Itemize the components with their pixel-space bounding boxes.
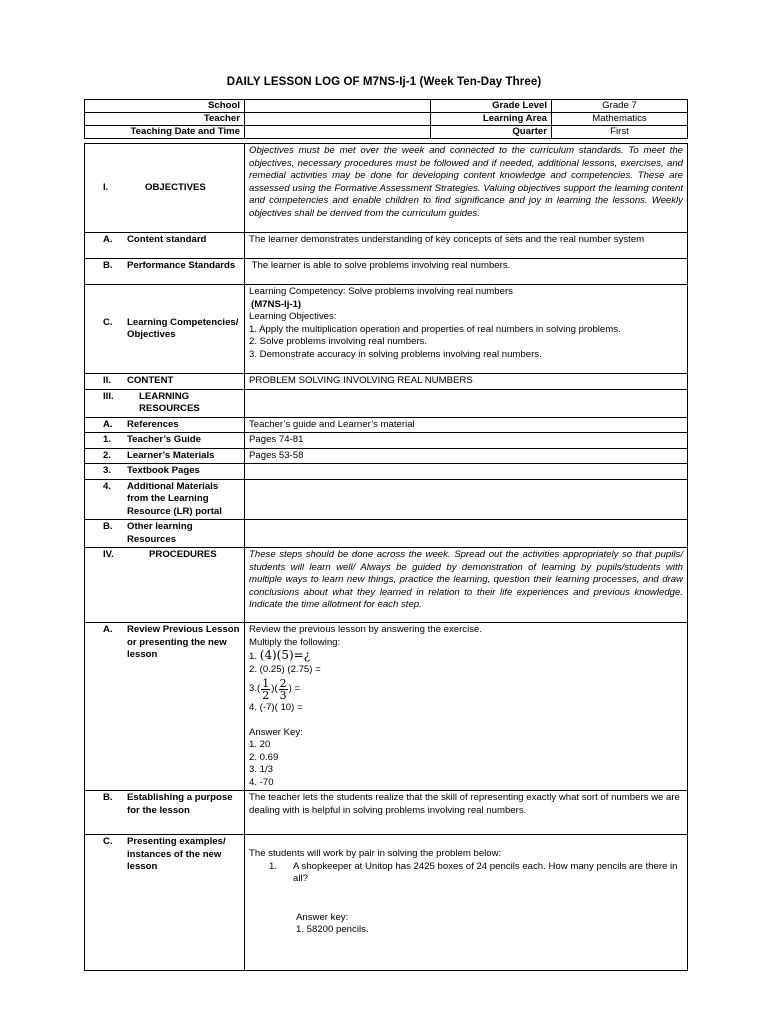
page-title: DAILY LESSON LOG OF M7NS-Ij-1 (Week Ten-Day Three) <box>226 76 542 88</box>
lesson-table <box>84 143 688 971</box>
references-cell: A. References <box>85 417 245 433</box>
procedures-text: These steps should be done across the week. Spread out the activities appropriately so that pupils/ students will learn well/ Always be guided by demonstration of learning by pupils/students with multiple ways to learn new things, practice the learning, question their learning processes, and draw conclusions about what they learned in relation to their life experiences and previous knowledge. Indicate the time allotment for each step. <box>245 548 688 623</box>
learners-materials-cell: 2. Learner’s Materials <box>85 448 245 464</box>
quarter-value: First <box>552 126 688 139</box>
additional-materials-text <box>245 479 688 520</box>
competencies-cell: C. Learning Competencies/ Objectives <box>85 285 245 374</box>
school-label: School <box>85 100 245 113</box>
content-cell: II. CONTENT <box>85 374 245 390</box>
review-cell: A. Review Previous Lesson or presenting the new lesson <box>85 623 245 791</box>
learning-resources-cell: III. LEARNING RESOURCES <box>85 389 245 417</box>
competencies-text: Learning Competency: Solve problems involving real numbers (M7NS-Ij-1) Learning Objectives: 1. Apply the multiplication operation and properties of real numbers in solving problems. 2. Solve problems involving real numbers. 3. Demonstrate accuracy in solving problems involving real numbers. <box>245 285 688 374</box>
quarter-label: Quarter <box>431 126 552 139</box>
procedures-cell: IV. PROCEDURES <box>85 548 245 623</box>
teacher-label: Teacher <box>85 113 245 126</box>
textbook-pages-text <box>245 464 688 480</box>
grade-level-value: Grade 7 <box>552 100 688 113</box>
other-resources-cell: B. Other learning Resources <box>85 520 245 548</box>
teachers-guide-cell: 1. Teacher’s Guide <box>85 433 245 449</box>
content-standard-text: The learner demonstrates understanding of key concepts of sets and the real number system <box>245 233 688 259</box>
teaching-date-label: Teaching Date and Time <box>85 126 245 139</box>
header-table <box>84 99 688 139</box>
review-content: Review the previous lesson by answering the exercise. Multiply the following: 1. (4)(5)=¿ 2. (0.25) (2.75) = 3.( $\frac{1}{2}$ )( $\frac{2}{3}$ ) = 4. (-7)( 10) = Answer Key: 1. 20 2. 0.69 3. 1/3 4. -70 <box>245 623 688 791</box>
references-text: Teacher’s guide and Learner’s material <box>245 417 688 433</box>
establishing-text: The teacher lets the students realize that the skill of representing exactly what sort of numbers we are dealing with is helpful in solving problems involving real numbers. <box>245 791 688 835</box>
establishing-cell: B. Establishing a purpose for the lesson <box>85 791 245 835</box>
presenting-content: The students will work by pair in solving the problem below: 1. A shopkeeper at Unitop has 2425 boxes of 24 pencils each. How many pencils are there in all? Answer key: 1. 58200 pencils. <box>245 835 688 971</box>
additional-materials-cell: 4. Additional Materials from the Learning Resource (LR) portal <box>85 479 245 520</box>
learning-area-label: Learning Area <box>431 113 552 126</box>
objectives-cell: I. OBJECTIVES <box>85 144 245 233</box>
content-standard-cell: A. Content standard <box>85 233 245 259</box>
learning-resources-value <box>245 389 688 417</box>
school-value <box>245 100 431 113</box>
objectives-text: Objectives must be met over the week and connected to the curriculum standards. To meet the objectives, necessary procedures must be followed and if needed, additional lessons, exercises, and remedial activities may be done for developing content knowledge and competencies. These are assessed using the Formative Assessment Strategies. Valuing objectives support the learning content and competencies and enable children to find significance and joy in learning the lessons. Weekly objectives shall be derived from the curriculum guides. <box>245 144 688 233</box>
performance-text: The learner is able to solve problems involving real numbers. <box>245 259 688 285</box>
teacher-value <box>245 113 431 126</box>
teachers-guide-text: Pages 74-81 <box>245 433 688 449</box>
teaching-date-value <box>245 126 431 139</box>
other-resources-text <box>245 520 688 548</box>
content-text: PROBLEM SOLVING INVOLVING REAL NUMBERS <box>245 374 688 390</box>
learning-area-value: Mathematics <box>552 113 688 126</box>
performance-cell: B. Performance Standards <box>85 259 245 285</box>
textbook-pages-cell: 3. Textbook Pages <box>85 464 245 480</box>
presenting-cell: C. Presenting examples/ instances of the new lesson <box>85 835 245 971</box>
grade-level-label: Grade Level <box>431 100 552 113</box>
learners-materials-text: Pages 53-58 <box>245 448 688 464</box>
